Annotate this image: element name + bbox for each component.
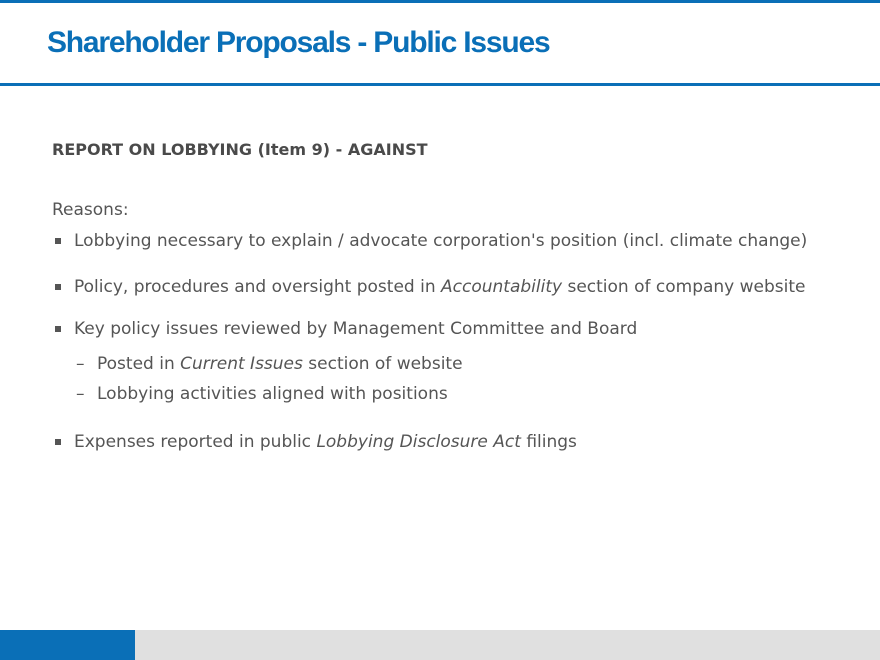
subitem-text-italic: Current Issues <box>180 354 303 374</box>
section-heading: REPORT ON LOBBYING (Item 9) - AGAINST <box>52 140 428 159</box>
subitem-text: Lobbying activities aligned with positions <box>97 384 448 404</box>
top-rule <box>0 0 880 3</box>
subitem-lobbying-aligned <box>97 383 448 405</box>
subitem-text-before: Posted in <box>97 354 181 374</box>
bullet-text-after: section of company website <box>562 277 806 297</box>
bullet-text-italic: Lobbying Disclosure Act <box>316 432 521 452</box>
dash-icon: – <box>76 354 85 374</box>
bullet-text: Lobbying necessary to explain / advocate corporation's position (incl. climate change) <box>74 231 808 251</box>
reasons-label: Reasons: <box>52 200 129 220</box>
bullet-item-expenses-reported <box>74 431 577 453</box>
slide-title: Shareholder Proposals - Public Issues <box>47 26 550 59</box>
bullet-text-after: filings <box>520 432 577 452</box>
bullet-text-italic: Accountability <box>441 277 563 297</box>
bullet-item-policy-posted <box>74 276 806 298</box>
bullet-square-icon <box>55 284 61 290</box>
subitem-text-after: section of website <box>302 354 463 374</box>
bullet-square-icon <box>55 238 61 244</box>
bullet-text-before: Expenses reported in public <box>74 432 317 452</box>
bullet-item-lobbying-necessary <box>74 230 807 252</box>
header-divider <box>0 83 880 86</box>
bullet-square-icon <box>55 326 61 332</box>
bullet-text: Key policy issues reviewed by Management Committee and Board <box>74 319 638 339</box>
bullet-text-before: Policy, procedures and oversight posted in <box>74 277 442 297</box>
bullet-square-icon <box>55 439 61 445</box>
bullet-item-key-policy <box>74 318 637 340</box>
subitem-posted-current-issues <box>97 353 463 375</box>
footer-accent <box>0 630 135 660</box>
dash-icon: – <box>76 384 85 404</box>
